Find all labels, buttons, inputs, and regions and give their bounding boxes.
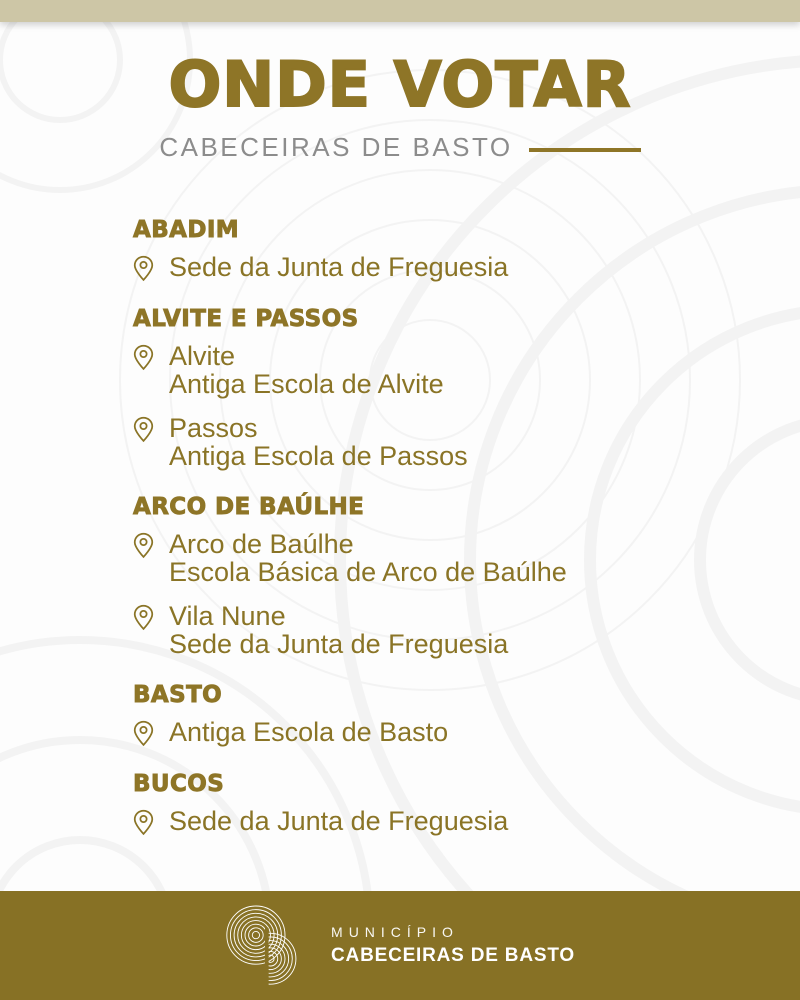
section-abadim	[133, 217, 800, 282]
entry-text	[169, 530, 567, 586]
voting-locations-list	[133, 217, 800, 836]
map-pin-icon	[133, 720, 154, 747]
entry-text	[169, 342, 444, 398]
page-subtitle: CABECEIRAS DE BASTO	[159, 132, 513, 162]
municipality-logo	[225, 904, 305, 988]
top-accent-bar	[0, 0, 800, 22]
location-entry	[133, 342, 800, 398]
map-pin-icon	[133, 344, 154, 371]
entry-line: Antiga Escola de Passos	[169, 441, 468, 471]
section-bucos	[133, 771, 800, 836]
page-title: ONDE VOTAR	[168, 48, 632, 121]
location-entry	[133, 414, 800, 470]
map-pin-icon	[133, 416, 154, 443]
footer-org-name: CABECEIRAS DE BASTO	[331, 945, 575, 966]
entry-text	[169, 718, 448, 746]
section-alvite-e-passos	[133, 306, 800, 470]
entry-line: Sede da Junta de Freguesia	[169, 806, 509, 836]
map-pin-icon	[133, 604, 154, 631]
section-heading: ALVITE E PASSOS	[133, 306, 359, 332]
section-heading: ARCO DE BAÚLHE	[133, 494, 365, 520]
location-entry	[133, 253, 800, 282]
footer-band	[0, 891, 800, 1000]
poster-header	[0, 0, 800, 163]
entry-text	[169, 602, 508, 658]
entry-text	[169, 253, 508, 281]
section-heading: BASTO	[133, 682, 223, 708]
footer-org-type: MUNICÍPIO	[331, 924, 459, 940]
page-subtitle-row	[0, 132, 800, 163]
entry-line: Antiga Escola de Alvite	[169, 369, 444, 399]
section-heading: BUCOS	[133, 771, 225, 797]
entry-line: Sede da Junta de Freguesia	[169, 252, 509, 282]
entry-line: Passos	[169, 413, 258, 443]
location-entry	[133, 807, 800, 836]
entry-line: Alvite	[169, 341, 236, 371]
section-arco-de-baulhe	[133, 494, 800, 658]
footer-text-block	[331, 924, 575, 967]
map-pin-icon	[133, 255, 154, 282]
section-heading: ABADIM	[133, 217, 240, 243]
entry-line: Sede da Junta de Freguesia	[169, 629, 509, 659]
entry-text	[169, 807, 508, 835]
entry-line: Escola Básica de Arco de Baúlhe	[169, 557, 567, 587]
location-entry	[133, 530, 800, 586]
entry-line: Arco de Baúlhe	[169, 529, 354, 559]
section-basto	[133, 682, 800, 747]
entry-line: Antiga Escola de Basto	[169, 717, 449, 747]
entry-text	[169, 414, 468, 470]
map-pin-icon	[133, 532, 154, 559]
location-entry	[133, 718, 800, 747]
subtitle-rule	[529, 148, 641, 152]
location-entry	[133, 602, 800, 658]
map-pin-icon	[133, 809, 154, 836]
entry-line: Vila Nune	[169, 601, 286, 631]
